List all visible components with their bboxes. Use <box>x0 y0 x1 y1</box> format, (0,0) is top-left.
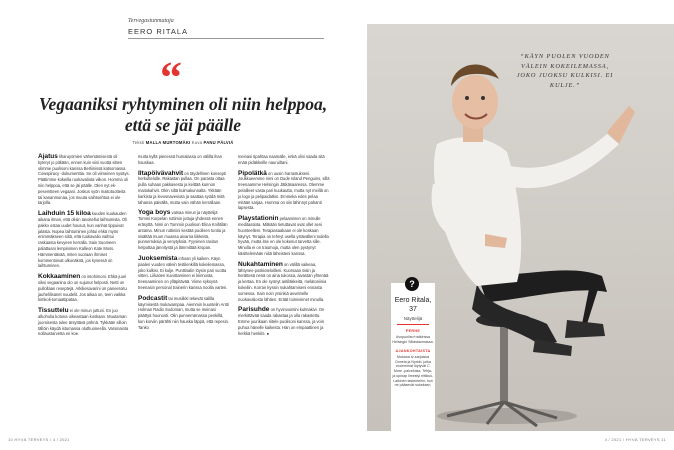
eye <box>481 96 485 100</box>
column-3 <box>238 154 330 341</box>
paragraph <box>38 274 130 303</box>
family-text: Avopuoliso+ratkirissa Helsingin Silfastaomassa. <box>392 335 434 344</box>
paragraph-lead: Parisuhde <box>238 306 270 314</box>
credits <box>38 140 328 145</box>
paragraph-text: pelaaminen on minulle meditaatiota. Mitkään tietuttavat ovat ollet seni huonteelleni. Terapiasaakaan ei ole koskaan käynyt. Terapia on tehnyt usella ystävälleni todella hyvää, mutta itse en ole kokenut tarvetta sille. Minulla ei on traumoja, mutta olen pystynyt käsittelemään niitä läheisteni kanssa. <box>238 216 329 256</box>
paragraph <box>38 308 130 337</box>
profile-role: Näyttelijä <box>403 316 423 321</box>
paragraph <box>138 256 230 291</box>
paragraph-text: on välillä vaikeaa, lähtynee poskioteloilleni. Kuorsaan öisin ja herättesä nenä on aina tukossa, aivastan yhtenää ja kertaa. En ole syönyt antiläkkeitä, melatoniinia kokeilin. Korran kyssin nukahtamiseni ennasta somessa. Sain noin yrsinkiä avvetnelle nuokavaliosta lähtien. Eräät toimivinnet minulla. <box>238 261 329 302</box>
paragraph-text: liharuyömien vähentämisestä oli kyteryt jo pitkään, ennen kuin viisi vuotta sitten olimme puolisoni kanssa Berliinissä katsomassa Cowspiracy -dokumenttia. Se oli viimeinen sysäys. Päätimme kokeilla ruokavaliota viikon. Homma oli niin helppoa, että se jäi päälle. Olen nyt ek-pesemtteen vegaani. Joskus syön maitotuotteita tai kananmunaa, jos muuta vaihtoehtoa ei ole tarjolla. <box>38 154 130 206</box>
folio-right: 4 / 2021 / HYVÄ TERVEYS 11 <box>604 437 666 442</box>
paragraph-text: tai musiikki tekevät salilla käymisestä mukavampaa. Aiemmin kuuntelin Antti Holman Radio Sodoman, mutta se meinasi päättyä huonosti. Olin punnerramassa penkillä, kun korviin pärähti niin hauska läppä, että repesin. Tanko <box>138 295 230 330</box>
paragraph-lead: Iltapöivävahvit <box>138 169 184 177</box>
paragraph-text: mutta kyllä pienessä humalassa on välillä ihan hauskaa. <box>138 154 222 165</box>
paragraph <box>138 210 230 251</box>
profile-divider <box>397 324 429 325</box>
paragraph-lead: Laihduin 15 kiloa <box>38 210 91 218</box>
paragraph-text: kuuden kuukauden aikana ilman, että olisin tavoitellut laihtumista. Oli pakko ostaa uudet housut, kun vanhat tippuivat jalasta. Nopea laihtuminen johtui ehkä myös enimmäkseen siitä, että ruokavalio vaihtui raskaasta kevyeen kerralla. Sain Suomeen palattuani lempinimen Kalleon Kate Moss. Hämmentävää, miten suoraan ihmiset kommentoivat ulkonäköä, jos kysessä on laihtuminen. <box>38 211 127 269</box>
paragraph-lead: Juoksemista <box>138 254 178 262</box>
paragraph <box>138 154 230 166</box>
paragraph-text: on uusin harrastukseni. Joukkueemme nimi on Dude Island Penguins, sillä treenaamme Helsingin Jätkäsaaressa. Olemme pelailleet vasta pari kuukautta, mutta nyt meillä on jo logo ja pelipaidatkin. Emmeka edes pelaa mitään sarjaa. Homma on siis lähinnyt pahanti lapsesta. <box>238 170 330 211</box>
credits-author: MALLA MURTOMÄKI <box>145 140 191 145</box>
paragraph-text: vatsaa minun ja näyttelijä Tommi Korpelan ruttimin juttuja yhdessä ennen eräsyttä. Nimi on Tommin puolison Elina Knihtilän antama. Minun ruttiniini kestää puolisen tuntia ja sisältää muun muassa aivarna liikkeitä, punnerruksia ja venytyksiä. Fyysinen rasitus helpottaa jännitystä ja lämmittää kropan. <box>138 210 228 251</box>
paragraph <box>238 154 330 166</box>
current-heading: AJANKOHTAISTA <box>395 349 431 353</box>
eye <box>465 96 469 100</box>
section-label: Tervegastunmataja <box>128 18 174 24</box>
family-heading: PERHE <box>405 329 421 333</box>
paragraph-text: on hyvinvointini kulmakivi. On merkittävää saada rakastaa ja olla rakastettu. Emme juurikaan riitele puolisoni kanssa, ja voin puhua hänelle kaikesta. Hän on empaattinen ja herkkä henkilö. ● <box>238 307 325 336</box>
floor-shadow <box>437 408 577 424</box>
profile-age: 37 <box>409 305 417 313</box>
paragraph-text: ei ole minun juttuni. En juo alkoholia kotona oikeastaan koskaan. Muutaman juomisesta tulee ärsyttävä pöhnä. Tykkään silloin tällöin käydä istumassa oluthuoneella. Varsinainta nollaustarvetta en koe. <box>38 308 129 337</box>
paragraph-text: on intohimoni. Ehkä juuri siksi vegaanina olo on sujunut helposti. Netti on pullollaan reseptejä. Arkiliesavarini on paneeroitu jauhelilisanet nuudelit. Jos aikaa on, teen vaikka kimkoli-tomaattipataa. <box>38 274 127 303</box>
paragraph <box>238 307 330 336</box>
headline: Vegaaniksi ryhtyminen oli niin helppoa, että se jäi päälle <box>38 94 328 135</box>
profile-name <box>391 297 435 314</box>
paragraph <box>238 171 330 212</box>
profile-box <box>391 279 435 433</box>
credits-photographer: PANU PÄLVIÄ <box>203 140 234 145</box>
paragraph-lead: Nukahtaminen <box>238 260 283 268</box>
paragraph-text: on täydellinen konsepti herkuttelulle. Rakastan pullaa. On parasta ottaa pulla suhaan pakkasesta ja keittää kunnon maitokahvit. Olen siltä kulmakunnalta. Ykkään karkista ja levosnavesiota ja saattaa syödä mitä tahansa päivällä, mutta vain vähän kerrallaan. <box>138 170 226 205</box>
paragraph-lead: Ajatus <box>38 153 58 160</box>
pull-quote: “KÄYN PUOLEN VUODEN VÄLEIN KOKEILEMASSA, JOKO JUOKSU KULKISI. EI KULJE.” <box>516 53 614 89</box>
paragraph <box>138 296 230 331</box>
paragraph <box>38 211 130 269</box>
paragraph <box>138 171 230 206</box>
paragraph-lead: Pipolätkä <box>238 169 267 177</box>
paragraph <box>238 262 330 303</box>
face <box>452 75 498 129</box>
paragraph-lead: Playstationin <box>238 215 279 223</box>
paragraph <box>38 154 130 206</box>
question-badge-icon: ? <box>405 277 419 291</box>
paragraph <box>238 216 330 257</box>
paragraph-text: meinasi tipahtaa naamalle, enkä olisi saada sitä enää pidäkkeille nauruiltani. <box>238 154 325 165</box>
column-1 <box>38 154 130 342</box>
stool-post <box>500 324 508 404</box>
shoe <box>565 320 605 338</box>
credits-text-label: Teksti <box>132 140 145 145</box>
credits-photo-label: Kuva <box>191 140 203 145</box>
folio-left: 10 HYVÄ TERVEYS / 4 / 2021 <box>8 437 70 442</box>
paragraph-lead: Podcastit <box>138 294 168 302</box>
column-2 <box>138 154 230 336</box>
quote-mark-icon: “ <box>160 53 182 102</box>
profile-name-line: Eero Ritala, <box>394 297 432 304</box>
section-divider <box>128 38 324 39</box>
arm-right <box>502 134 619 188</box>
section-name: EERO RITALA <box>128 27 189 36</box>
paragraph-lead: Yoga boys <box>138 209 171 217</box>
current-text: Mukana tv-sarjoissa Onnela ja Nyrkki, jotka molemmat löytyvät C More -palvelusta. Tehja- ja opinap ilmestyi elitikuu-Laikinen lastentehin, kun ne pääsevät sukeksen. <box>392 355 434 388</box>
paragraph-text: inhoan yli kaiken. Käyn paalen vuoden välein testilenkillä kokeilemassa, joko kulkisi. Ei kulje. Punttisalin löysin pari vuotta sitten. Liikaöen kuvottaminen ei kiinnosta, treenaaminen on ylläpitävää. Viime syksynä treenasin personal trainerin kanssa noolla varten. <box>138 255 228 290</box>
paragraph-lead: Kokkaaminen <box>38 273 81 281</box>
paragraph-lead: Tissuttelu <box>38 307 69 315</box>
